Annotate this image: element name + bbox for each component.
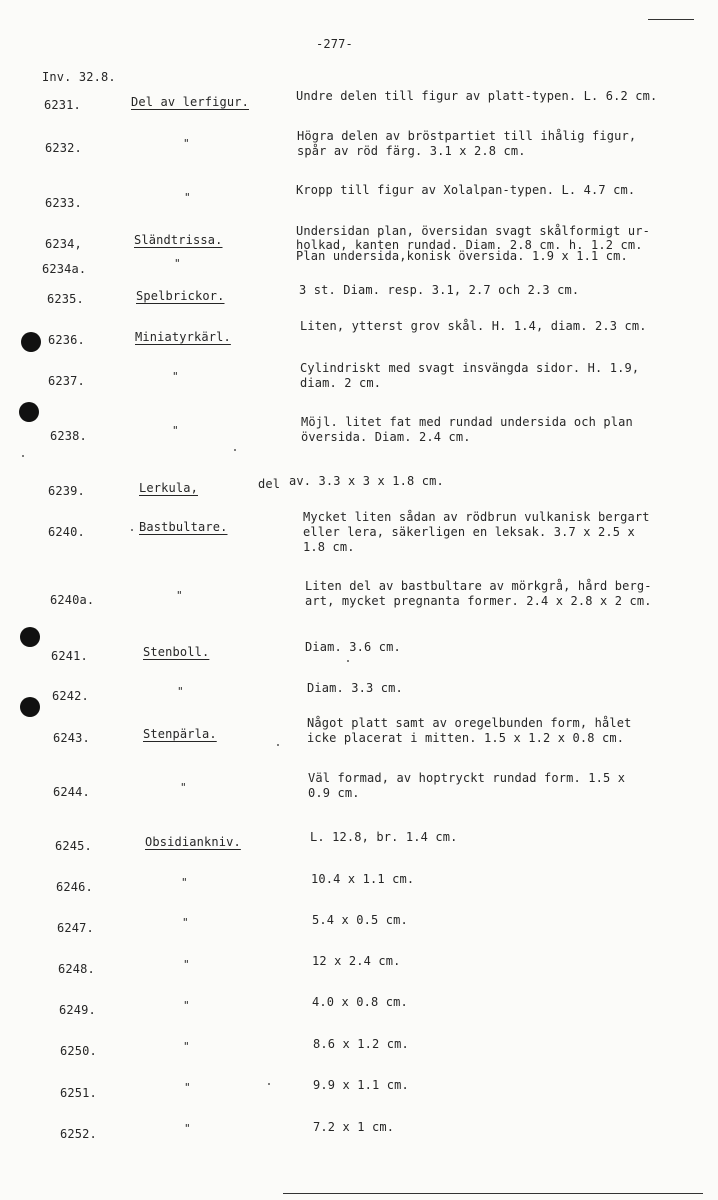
- entry-description: Mycket liten sådan av rödbrun vulkanisk bergart: [303, 510, 650, 524]
- entry-description: holkad, kanten rundad. Diam. 2.8 cm. h. 1.2 cm.: [296, 238, 643, 252]
- entry-description: Liten del av bastbultare av mörkgrå, hård berg-: [305, 579, 652, 593]
- entry-number: 6239.: [48, 484, 85, 498]
- entry-description: Kropp till figur av Xolalpan-typen. L. 4.7 cm.: [296, 183, 636, 197]
- ditto-mark: ": [184, 1081, 191, 1094]
- entry-category: Sländtrissa.: [134, 233, 223, 247]
- entry-description: Något platt samt av oregelbunden form, hålet: [307, 716, 632, 730]
- entry-number: 6245.: [55, 839, 92, 853]
- entry-number: 6244.: [53, 785, 90, 799]
- entry-number: 6247.: [57, 921, 94, 935]
- ditto-mark: ": [182, 916, 189, 929]
- entry-number: 6231.: [44, 98, 81, 112]
- entry-description: Högra delen av bröstpartiet till ihålig figur,: [297, 129, 637, 143]
- bottom-edge-rule: [283, 1193, 703, 1194]
- entry-number: 6233.: [45, 196, 82, 210]
- entry-category-suffix: del: [258, 477, 281, 491]
- ditto-mark: ": [183, 137, 190, 150]
- ditto-mark: ": [172, 370, 179, 383]
- entry-description: icke placerat i mitten. 1.5 x 1.2 x 0.8 cm.: [307, 731, 625, 745]
- inventory-header: Inv. 32.8.: [42, 70, 116, 84]
- entry-description: 8.6 x 1.2 cm.: [313, 1037, 409, 1051]
- entry-description: 0.9 cm.: [308, 786, 360, 800]
- entry-number: 6234,: [45, 237, 82, 251]
- entry-category: Stenboll.: [143, 645, 210, 659]
- entry-number: 6238.: [50, 429, 87, 443]
- entry-description: 5.4 x 0.5 cm.: [312, 913, 408, 927]
- entry-description: Plan undersida,konisk översida. 1.9 x 1.1 cm.: [296, 249, 628, 263]
- entry-number: 6246.: [56, 880, 93, 894]
- entry-description: diam. 2 cm.: [300, 376, 382, 390]
- entry-description: Liten, ytterst grov skål. H. 1.4, diam. 2.3 cm.: [300, 319, 647, 333]
- entry-description: 12 x 2.4 cm.: [312, 954, 401, 968]
- page-number: -277-: [316, 37, 353, 51]
- ditto-mark: ": [177, 685, 184, 698]
- entry-description: art, mycket pregnanta former. 2.4 x 2.8 x 2 cm.: [305, 594, 652, 608]
- scan-speck: [131, 529, 133, 531]
- scan-speck: [347, 660, 349, 662]
- punch-hole: [19, 402, 39, 422]
- entry-category: Del av lerfigur.: [131, 95, 249, 109]
- entry-number: 6240a.: [50, 593, 95, 607]
- entry-description: L. 12.8, br. 1.4 cm.: [310, 830, 458, 844]
- ditto-mark: ": [183, 1040, 190, 1053]
- entry-category: Obsidiankniv.: [145, 835, 241, 849]
- ditto-mark: ": [183, 958, 190, 971]
- entry-number: 6252.: [60, 1127, 97, 1141]
- entry-number: 6241.: [51, 649, 88, 663]
- entry-category: Bastbultare.: [139, 520, 228, 534]
- ditto-mark: ": [174, 257, 181, 270]
- ditto-mark: ": [181, 876, 188, 889]
- entry-number: 6249.: [59, 1003, 96, 1017]
- entry-description: 9.9 x 1.1 cm.: [313, 1078, 409, 1092]
- entry-description: Undre delen till figur av platt-typen. L. 6.2 cm.: [296, 89, 658, 103]
- ditto-mark: ": [172, 424, 179, 437]
- entry-number: 6240.: [48, 525, 85, 539]
- entry-category: Stenpärla.: [143, 727, 217, 741]
- entry-category: Miniatyrkärl.: [135, 330, 231, 344]
- entry-description: 3 st. Diam. resp. 3.1, 2.7 och 2.3 cm.: [299, 283, 580, 297]
- entry-category: Spelbrickor.: [136, 289, 225, 303]
- entry-description: Diam. 3.3 cm.: [307, 681, 403, 695]
- entry-description: 4.0 x 0.8 cm.: [312, 995, 408, 1009]
- entry-description: Undersidan plan, översidan svagt skålformigt ur-: [296, 224, 650, 238]
- entry-number: 6250.: [60, 1044, 97, 1058]
- entry-number: 6235.: [47, 292, 84, 306]
- entry-description: 7.2 x 1 cm.: [313, 1120, 395, 1134]
- entry-number: 6232.: [45, 141, 82, 155]
- ditto-mark: ": [184, 1122, 191, 1135]
- scan-speck: [22, 455, 24, 457]
- top-right-rule: [648, 19, 694, 20]
- entry-description: Cylindriskt med svagt insvängda sidor. H. 1.9,: [300, 361, 640, 375]
- entry-description: Diam. 3.6 cm.: [305, 640, 401, 654]
- entry-description: 1.8 cm.: [303, 540, 355, 554]
- entry-number: 6243.: [53, 731, 90, 745]
- entry-number: 6248.: [58, 962, 95, 976]
- punch-hole: [20, 627, 40, 647]
- scan-speck: [277, 744, 279, 746]
- ditto-mark: ": [180, 781, 187, 794]
- entry-number: 6251.: [60, 1086, 97, 1100]
- ditto-mark: ": [183, 999, 190, 1012]
- punch-hole: [21, 332, 41, 352]
- entry-number: 6234a.: [42, 262, 87, 276]
- entry-description: Möjl. litet fat med rundad undersida och plan: [301, 415, 633, 429]
- entry-number: 6242.: [52, 689, 89, 703]
- punch-hole: [20, 697, 40, 717]
- entry-description: Väl formad, av hoptryckt rundad form. 1.5 x: [308, 771, 626, 785]
- entry-description: spår av röd färg. 3.1 x 2.8 cm.: [297, 144, 526, 158]
- entry-description: eller lera, säkerligen en leksak. 3.7 x 2.5 x: [303, 525, 635, 539]
- entry-description: av. 3.3 x 3 x 1.8 cm.: [289, 474, 444, 488]
- entry-number: 6237.: [48, 374, 85, 388]
- entry-description: 10.4 x 1.1 cm.: [311, 872, 415, 886]
- entry-description: översida. Diam. 2.4 cm.: [301, 430, 471, 444]
- ditto-mark: ": [176, 589, 183, 602]
- ditto-mark: ": [184, 191, 191, 204]
- scan-speck: [234, 449, 236, 451]
- entry-category: Lerkula,: [139, 481, 198, 495]
- scan-speck: [268, 1083, 270, 1085]
- entry-number: 6236.: [48, 333, 85, 347]
